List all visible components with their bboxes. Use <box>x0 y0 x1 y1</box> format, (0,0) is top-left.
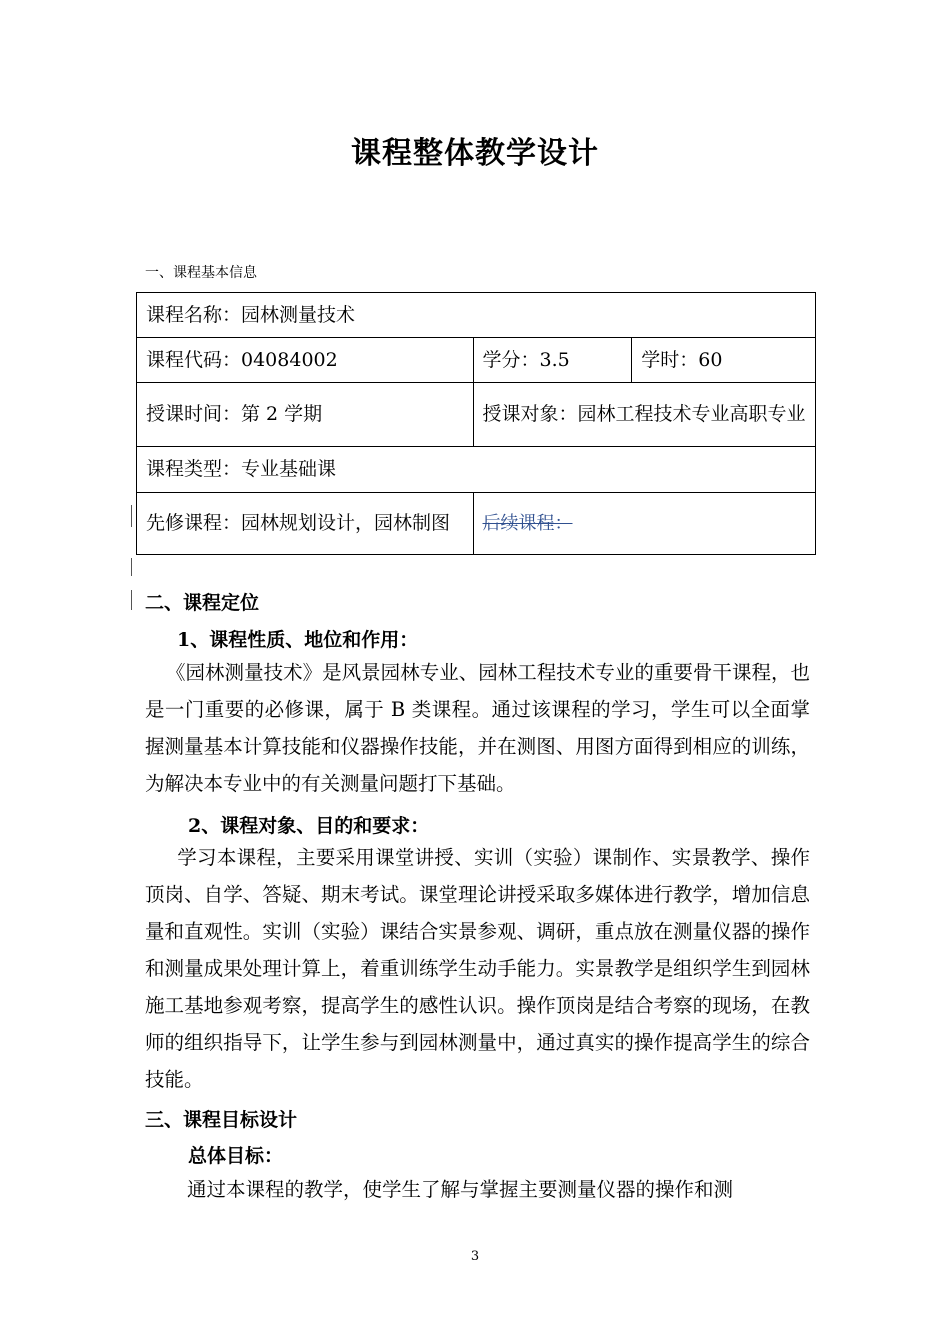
section-heading-goals: 三、课程目标设计 <box>145 1109 298 1131</box>
paragraph-overall-goal-text: 通过本课程的教学，使学生了解与掌握主要测量仪器的操作和测 <box>187 1178 734 1201</box>
subheading-nature: 1、课程性质、地位和作用： <box>177 629 419 651</box>
course-name-cell: 课程名称：园林测量技术 <box>137 293 816 338</box>
margin-mark <box>131 558 132 576</box>
paragraph-objectives <box>145 839 810 1098</box>
audience-cell: 授课对象：园林工程技术专业高职专业 <box>473 383 816 447</box>
course-info-table <box>136 292 816 555</box>
paragraph-nature-text: 《园林测量技术》是风景园林专业、园林工程技术专业的重要骨干课程，也是一门重要的必修课，属于 B 类课程。通过该课程的学习，学生可以全面掌握测量基本计算技能和仪器操作技能，并在测图、用图方面得到相应的训练，为解决本专业中的有关测量问题打下基础。 <box>145 661 810 795</box>
subheading-overall-goal: 总体目标： <box>188 1145 284 1167</box>
paragraph-objectives-text: 学习本课程，主要采用课堂讲授、实训（实验）课制作、实景教学、操作顶岗、自学、答疑、期末考试。课堂理论讲授采取多媒体进行教学，增加信息量和直观性。实训（实验）课结合实景参观、调研，重点放在测量仪器的操作和测量成果处理计算上，着重训练学生动手能力。实景教学是组织学生到园林施工基地参观考察，提高学生的感性认识。操作顶岗是结合考察的现场，在教师的组织指导下，让学生参与到园林测量中，通过真实的操作提高学生的综合技能。 <box>145 846 810 1091</box>
course-code-cell: 课程代码：04084002 <box>137 338 474 383</box>
credits-cell: 学分：3.5 <box>473 338 632 383</box>
subheading-objectives: 2、课程对象、目的和要求： <box>188 815 430 837</box>
paragraph-overall-goal <box>145 1171 810 1208</box>
paragraph-nature <box>145 654 810 802</box>
follow-up-cell <box>473 493 816 555</box>
margin-mark <box>131 590 132 610</box>
course-type-cell: 课程类型：专业基础课 <box>137 447 816 493</box>
section-heading-basic-info: 一、课程基本信息 <box>145 265 257 281</box>
follow-up-label: 后续课程： <box>482 513 573 534</box>
margin-mark <box>131 505 132 527</box>
term-cell: 授课时间：第 2 学期 <box>137 383 474 447</box>
prerequisites-cell: 先修课程：园林规划设计，园林制图 <box>137 493 474 555</box>
hours-cell: 学时：60 <box>632 338 816 383</box>
page-number: 3 <box>470 1249 480 1264</box>
document-title: 课程整体教学设计 <box>351 136 599 171</box>
section-heading-positioning: 二、课程定位 <box>145 592 260 614</box>
